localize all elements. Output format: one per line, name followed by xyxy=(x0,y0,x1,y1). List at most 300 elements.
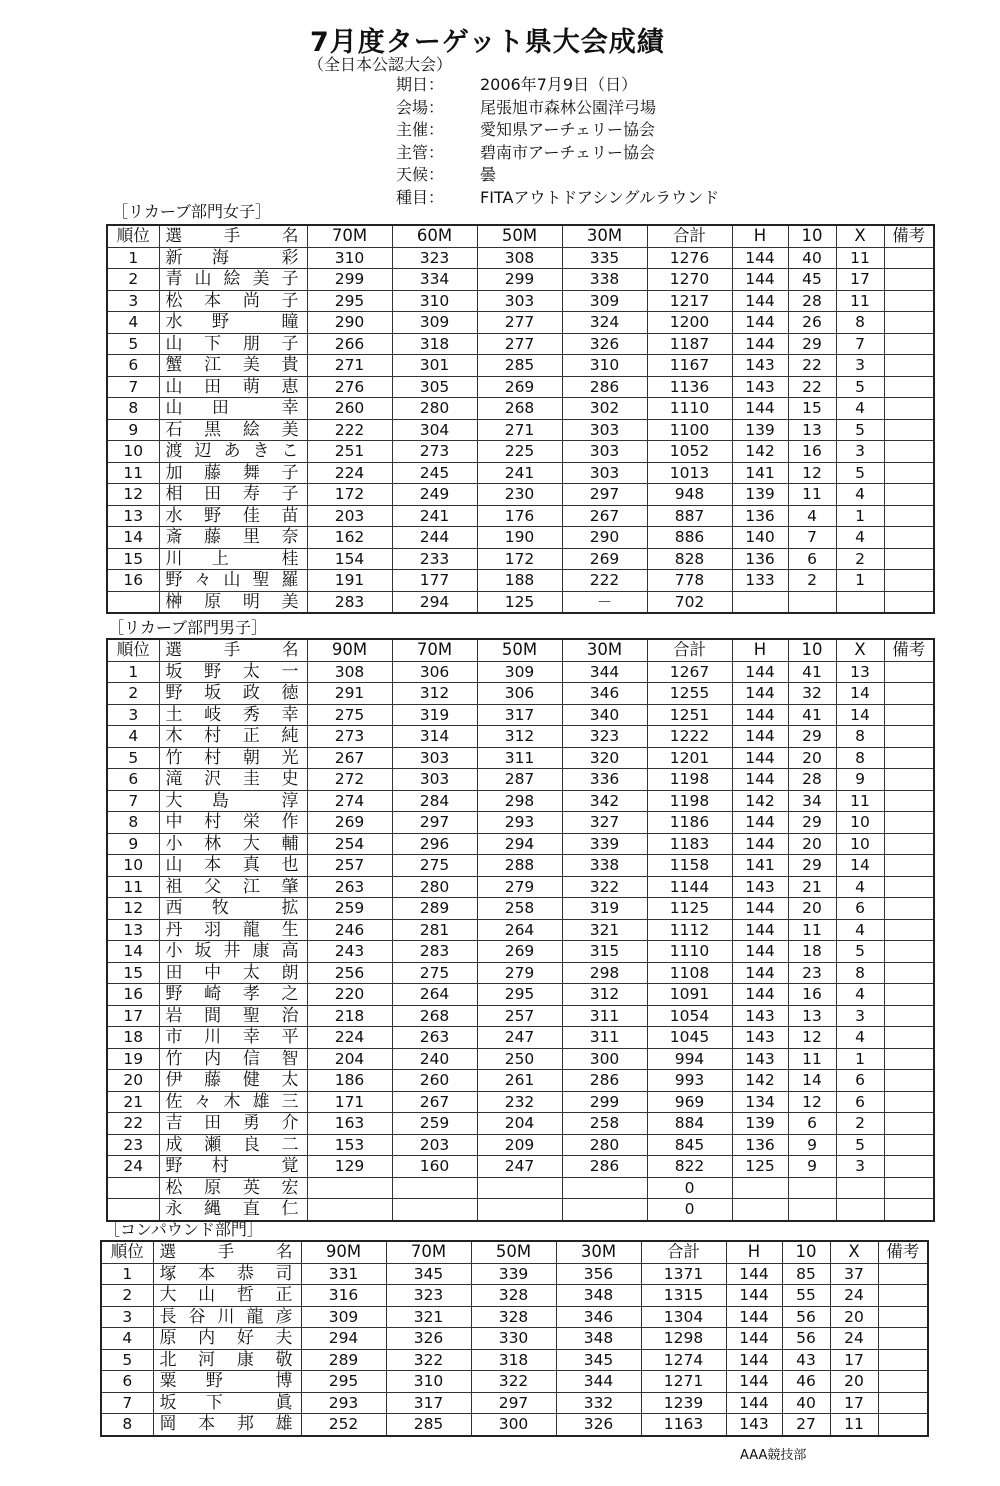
cell-hits: 144 xyxy=(732,919,788,941)
cell-hits xyxy=(732,591,788,613)
cell-name: 永縄直仁 xyxy=(159,1199,307,1221)
cell-xs xyxy=(836,591,884,613)
cell-dist3: 268 xyxy=(477,398,562,420)
cell-dist1: 274 xyxy=(307,790,392,812)
cell-dist2: 280 xyxy=(392,398,477,420)
cell-dist1: 154 xyxy=(307,548,392,570)
cell-tens: 13 xyxy=(788,1005,836,1027)
cell-remarks xyxy=(878,1306,928,1328)
cell-rank: 5 xyxy=(107,333,159,355)
cell-hits: 143 xyxy=(732,876,788,898)
cell-dist1: 293 xyxy=(301,1392,386,1414)
cell-hits: 144 xyxy=(732,984,788,1006)
cell-dist4: 309 xyxy=(562,290,647,312)
cell-tens: 28 xyxy=(788,769,836,791)
cell-rank: 1 xyxy=(107,661,159,683)
cell-dist1: 299 xyxy=(307,269,392,291)
table-row xyxy=(107,1134,934,1156)
info-value: 2006年7月9日（日） xyxy=(480,75,638,94)
table-row xyxy=(107,505,934,527)
cell-dist4: 345 xyxy=(556,1349,641,1371)
cell-total: 1112 xyxy=(647,919,732,941)
cell-hits: 144 xyxy=(732,704,788,726)
cell-dist3: 125 xyxy=(477,591,562,613)
cell-dist1: 191 xyxy=(307,570,392,592)
cell-rank: 10 xyxy=(107,441,159,463)
header-dist3: 50M xyxy=(471,1241,556,1263)
table-row xyxy=(107,484,934,506)
cell-dist4: 327 xyxy=(562,812,647,834)
cell-dist1 xyxy=(307,1199,392,1221)
table-row xyxy=(107,398,934,420)
cell-dist3: 247 xyxy=(477,1156,562,1178)
cell-dist3 xyxy=(477,1199,562,1221)
table-row xyxy=(107,1070,934,1092)
cell-xs: 2 xyxy=(836,1113,884,1135)
cell-total: 822 xyxy=(647,1156,732,1178)
cell-remarks xyxy=(878,1328,928,1350)
cell-xs: 5 xyxy=(836,376,884,398)
cell-tens: 28 xyxy=(788,290,836,312)
cell-dist3: 232 xyxy=(477,1091,562,1113)
cell-total: 1110 xyxy=(647,398,732,420)
table-row xyxy=(107,312,934,334)
cell-dist2: 241 xyxy=(392,505,477,527)
cell-remarks xyxy=(884,790,934,812)
cell-total: 828 xyxy=(647,548,732,570)
cell-rank: 7 xyxy=(107,790,159,812)
cell-tens: 9 xyxy=(788,1134,836,1156)
cell-xs: 13 xyxy=(836,661,884,683)
table-row xyxy=(101,1371,928,1393)
cell-dist3: 188 xyxy=(477,570,562,592)
cell-dist2: 345 xyxy=(386,1263,471,1285)
cell-dist1: 153 xyxy=(307,1134,392,1156)
info-label: 主催： xyxy=(396,120,445,139)
info-row-weather xyxy=(396,164,719,187)
cell-dist2: 245 xyxy=(392,462,477,484)
cell-dist3: 261 xyxy=(477,1070,562,1092)
info-label: 種目： xyxy=(396,187,445,207)
cell-total: 1371 xyxy=(641,1263,726,1285)
cell-dist4: 302 xyxy=(562,398,647,420)
cell-xs: 8 xyxy=(836,726,884,748)
cell-total: 1274 xyxy=(641,1349,726,1371)
cell-remarks xyxy=(884,726,934,748)
cell-dist4: 286 xyxy=(562,1156,647,1178)
cell-dist4: 297 xyxy=(562,484,647,506)
cell-name: 渡辺あきこ xyxy=(159,441,307,463)
cell-name: 吉田勇介 xyxy=(159,1113,307,1135)
cell-dist3: 176 xyxy=(477,505,562,527)
header-dist3: 50M xyxy=(477,639,562,661)
cell-name: 青山絵美子 xyxy=(159,269,307,291)
cell-remarks xyxy=(884,398,934,420)
header-tens: 10 xyxy=(788,639,836,661)
cell-name: 松原英宏 xyxy=(159,1177,307,1199)
info-value: 尾張旭市森林公園洋弓場 xyxy=(480,97,657,117)
cell-name: 水 野 瞳 xyxy=(159,312,307,334)
cell-dist4: 342 xyxy=(562,790,647,812)
cell-dist3: 300 xyxy=(471,1414,556,1436)
cell-rank: 4 xyxy=(101,1328,153,1350)
cell-dist3: 318 xyxy=(471,1349,556,1371)
cell-rank: 14 xyxy=(107,941,159,963)
cell-dist2: 294 xyxy=(392,591,477,613)
cell-xs: 4 xyxy=(836,398,884,420)
cell-rank: 23 xyxy=(107,1134,159,1156)
cell-dist4: 344 xyxy=(562,661,647,683)
cell-name: 滝沢圭史 xyxy=(159,769,307,791)
cell-dist4: 356 xyxy=(556,1263,641,1285)
cell-dist3: 294 xyxy=(477,833,562,855)
cell-name: 加藤舞子 xyxy=(159,462,307,484)
cell-xs: 24 xyxy=(830,1328,878,1350)
cell-xs: 6 xyxy=(836,898,884,920)
cell-dist4: 315 xyxy=(562,941,647,963)
cell-dist3: 271 xyxy=(477,419,562,441)
cell-dist4: 298 xyxy=(562,962,647,984)
table-row xyxy=(107,683,934,705)
cell-total: 1198 xyxy=(647,769,732,791)
header-name: 選 手 名 xyxy=(159,639,307,661)
cell-dist2: 160 xyxy=(392,1156,477,1178)
table-row xyxy=(107,441,934,463)
cell-hits: 144 xyxy=(732,898,788,920)
cell-tens: 11 xyxy=(788,919,836,941)
cell-dist3: 250 xyxy=(477,1048,562,1070)
cell-name: 丹羽龍生 xyxy=(159,919,307,941)
cell-name: 長谷川龍彦 xyxy=(153,1306,301,1328)
table-row xyxy=(107,661,934,683)
cell-name: 北河康敬 xyxy=(153,1349,301,1371)
cell-name: 野崎孝之 xyxy=(159,984,307,1006)
cell-dist1: 259 xyxy=(307,898,392,920)
cell-dist3: 172 xyxy=(477,548,562,570)
cell-hits: 144 xyxy=(732,833,788,855)
cell-dist4: 319 xyxy=(562,898,647,920)
cell-dist4: 286 xyxy=(562,1070,647,1092)
cell-dist3: 279 xyxy=(477,962,562,984)
cell-rank: 2 xyxy=(107,683,159,705)
cell-total: 1304 xyxy=(641,1306,726,1328)
cell-tens: 26 xyxy=(788,312,836,334)
cell-rank: 4 xyxy=(107,312,159,334)
cell-dist4: 338 xyxy=(562,855,647,877)
cell-hits: 136 xyxy=(732,1134,788,1156)
cell-dist4: 344 xyxy=(556,1371,641,1393)
cell-name: 斎藤里奈 xyxy=(159,527,307,549)
table-row xyxy=(107,1156,934,1178)
table-row xyxy=(107,833,934,855)
cell-dist1: 218 xyxy=(307,1005,392,1027)
cell-hits: 144 xyxy=(732,247,788,269)
cell-dist1: 222 xyxy=(307,419,392,441)
cell-rank xyxy=(107,1199,159,1221)
info-row-date xyxy=(396,74,719,97)
section-title-compound: ［コンパウンド部門］ xyxy=(104,1220,263,1239)
cell-xs: 6 xyxy=(836,1091,884,1113)
cell-rank: 16 xyxy=(107,570,159,592)
cell-dist2: 280 xyxy=(392,876,477,898)
cell-dist4: － xyxy=(562,591,647,613)
cell-remarks xyxy=(884,1005,934,1027)
cell-dist2: 303 xyxy=(392,769,477,791)
cell-hits: 144 xyxy=(732,747,788,769)
cell-remarks xyxy=(884,833,934,855)
cell-dist4 xyxy=(562,1199,647,1221)
cell-dist1: 251 xyxy=(307,441,392,463)
cell-dist2: 297 xyxy=(392,812,477,834)
header-total: 合計 xyxy=(647,639,732,661)
cell-name: 山下朋子 xyxy=(159,333,307,355)
cell-xs: 11 xyxy=(836,247,884,269)
cell-hits: 141 xyxy=(732,855,788,877)
cell-dist1: 171 xyxy=(307,1091,392,1113)
cell-rank: 3 xyxy=(107,290,159,312)
cell-dist1: 271 xyxy=(307,355,392,377)
cell-dist3: 306 xyxy=(477,683,562,705)
cell-dist4: 311 xyxy=(562,1005,647,1027)
cell-tens: 2 xyxy=(788,570,836,592)
cell-tens: 40 xyxy=(782,1392,830,1414)
cell-dist3: 258 xyxy=(477,898,562,920)
cell-remarks xyxy=(884,1048,934,1070)
cell-dist2: 267 xyxy=(392,1091,477,1113)
header-dist1: 90M xyxy=(301,1241,386,1263)
cell-total: 1144 xyxy=(647,876,732,898)
cell-dist3: 317 xyxy=(477,704,562,726)
header-dist4: 30M xyxy=(556,1241,641,1263)
table-row xyxy=(107,290,934,312)
header-dist2: 70M xyxy=(392,639,477,661)
cell-dist4: 280 xyxy=(562,1134,647,1156)
cell-tens: 56 xyxy=(782,1328,830,1350)
results-table-recurve-women xyxy=(106,224,935,614)
cell-dist4: 339 xyxy=(562,833,647,855)
cell-xs: 14 xyxy=(836,704,884,726)
table-row xyxy=(107,1027,934,1049)
cell-hits: 139 xyxy=(732,1113,788,1135)
cell-xs: 11 xyxy=(836,290,884,312)
cell-rank: 16 xyxy=(107,984,159,1006)
header-dist4: 30M xyxy=(562,225,647,247)
cell-total: 887 xyxy=(647,505,732,527)
cell-dist1: 309 xyxy=(301,1306,386,1328)
table-header-row xyxy=(107,225,934,247)
cell-dist1: 186 xyxy=(307,1070,392,1092)
cell-tens: 45 xyxy=(788,269,836,291)
cell-dist3: 308 xyxy=(477,247,562,269)
cell-rank: 5 xyxy=(101,1349,153,1371)
cell-name: 成瀬良二 xyxy=(159,1134,307,1156)
table-row xyxy=(107,247,934,269)
cell-rank: 10 xyxy=(107,855,159,877)
cell-total: 1110 xyxy=(647,941,732,963)
cell-dist2: 301 xyxy=(392,355,477,377)
cell-dist4: 310 xyxy=(562,355,647,377)
cell-rank: 15 xyxy=(107,548,159,570)
cell-dist2: 284 xyxy=(392,790,477,812)
cell-total: 1045 xyxy=(647,1027,732,1049)
info-row-organizer xyxy=(396,119,719,142)
cell-dist4: 321 xyxy=(562,919,647,941)
info-value: 碧南市アーチェリー協会 xyxy=(480,142,656,162)
table-row xyxy=(107,591,934,613)
table-row xyxy=(107,462,934,484)
cell-rank: 3 xyxy=(107,704,159,726)
table-row xyxy=(101,1328,928,1350)
cell-name: 竹内信智 xyxy=(159,1048,307,1070)
cell-dist1: 163 xyxy=(307,1113,392,1135)
cell-dist2: 310 xyxy=(386,1371,471,1393)
cell-rank: 2 xyxy=(101,1285,153,1307)
table-row xyxy=(107,812,934,834)
table-row xyxy=(101,1349,928,1371)
cell-remarks xyxy=(884,591,934,613)
cell-tens: 6 xyxy=(788,1113,836,1135)
cell-dist3: 293 xyxy=(477,812,562,834)
cell-xs: 14 xyxy=(836,855,884,877)
cell-dist2: 244 xyxy=(392,527,477,549)
cell-xs: 4 xyxy=(836,876,884,898)
cell-dist4: 258 xyxy=(562,1113,647,1135)
cell-dist1: 224 xyxy=(307,1027,392,1049)
cell-name: 山 田 幸 xyxy=(159,398,307,420)
header-dist4: 30M xyxy=(562,639,647,661)
cell-dist1: 203 xyxy=(307,505,392,527)
header-dist2: 70M xyxy=(386,1241,471,1263)
cell-name: 塚本恭司 xyxy=(153,1263,301,1285)
cell-xs: 17 xyxy=(836,269,884,291)
header-hits: H xyxy=(726,1241,782,1263)
header-hits: H xyxy=(732,639,788,661)
cell-rank: 21 xyxy=(107,1091,159,1113)
cell-name: 木村正純 xyxy=(159,726,307,748)
cell-xs: 7 xyxy=(836,333,884,355)
cell-dist1: 204 xyxy=(307,1048,392,1070)
cell-dist2: 334 xyxy=(392,269,477,291)
cell-name: 相田寿子 xyxy=(159,484,307,506)
cell-total: 1271 xyxy=(641,1371,726,1393)
cell-xs: 24 xyxy=(830,1285,878,1307)
cell-hits: 144 xyxy=(732,290,788,312)
cell-remarks xyxy=(884,1091,934,1113)
cell-hits xyxy=(732,1177,788,1199)
cell-total: 886 xyxy=(647,527,732,549)
cell-total: 1255 xyxy=(647,683,732,705)
cell-dist2: 233 xyxy=(392,548,477,570)
cell-dist4: 299 xyxy=(562,1091,647,1113)
cell-xs: 10 xyxy=(836,833,884,855)
cell-dist4: 267 xyxy=(562,505,647,527)
cell-name: 原内好夫 xyxy=(153,1328,301,1350)
cell-xs: 3 xyxy=(836,1156,884,1178)
cell-dist1: 290 xyxy=(307,312,392,334)
cell-tens: 29 xyxy=(788,812,836,834)
cell-tens xyxy=(788,1177,836,1199)
cell-rank: 13 xyxy=(107,505,159,527)
cell-rank: 13 xyxy=(107,919,159,941)
cell-rank: 4 xyxy=(107,726,159,748)
cell-name: 水野佳苗 xyxy=(159,505,307,527)
info-row-manager xyxy=(396,142,719,165)
cell-remarks xyxy=(884,898,934,920)
cell-dist3: 328 xyxy=(471,1285,556,1307)
cell-hits: 133 xyxy=(732,570,788,592)
cell-dist4: 303 xyxy=(562,462,647,484)
cell-dist2: 306 xyxy=(392,661,477,683)
cell-tens: 20 xyxy=(788,898,836,920)
table-row xyxy=(107,726,934,748)
cell-rank: 9 xyxy=(107,833,159,855)
cell-dist2: 259 xyxy=(392,1113,477,1135)
cell-tens: 29 xyxy=(788,726,836,748)
cell-remarks xyxy=(884,661,934,683)
cell-dist2: 177 xyxy=(392,570,477,592)
cell-dist4: 338 xyxy=(562,269,647,291)
cell-xs: 5 xyxy=(836,1134,884,1156)
cell-total: 1091 xyxy=(647,984,732,1006)
cell-total: 993 xyxy=(647,1070,732,1092)
cell-total: 1108 xyxy=(647,962,732,984)
cell-remarks xyxy=(884,333,934,355)
cell-total: 1298 xyxy=(641,1328,726,1350)
cell-dist1: 162 xyxy=(307,527,392,549)
cell-hits: 142 xyxy=(732,1070,788,1092)
cell-tens: 23 xyxy=(788,962,836,984)
cell-total: 1239 xyxy=(641,1392,726,1414)
cell-rank: 11 xyxy=(107,462,159,484)
cell-dist3: 322 xyxy=(471,1371,556,1393)
cell-tens: 16 xyxy=(788,441,836,463)
cell-hits: 139 xyxy=(732,484,788,506)
cell-total: 1315 xyxy=(641,1285,726,1307)
cell-tens: 12 xyxy=(788,1091,836,1113)
cell-total: 1251 xyxy=(647,704,732,726)
footer-credit: AAA競技部 xyxy=(740,1448,807,1463)
cell-name: 小坂井康高 xyxy=(159,941,307,963)
cell-name: 市川幸平 xyxy=(159,1027,307,1049)
cell-xs: 20 xyxy=(830,1306,878,1328)
cell-xs: 2 xyxy=(836,548,884,570)
cell-remarks xyxy=(884,1134,934,1156)
cell-xs: 4 xyxy=(836,1027,884,1049)
cell-dist2: 310 xyxy=(392,290,477,312)
cell-remarks xyxy=(884,855,934,877)
table-row xyxy=(107,704,934,726)
table-row xyxy=(107,876,934,898)
cell-dist4: 335 xyxy=(562,247,647,269)
cell-hits: 143 xyxy=(732,1048,788,1070)
cell-tens: 34 xyxy=(788,790,836,812)
cell-dist2: 296 xyxy=(392,833,477,855)
header-tens: 10 xyxy=(788,225,836,247)
cell-xs: 17 xyxy=(830,1392,878,1414)
cell-xs xyxy=(836,1177,884,1199)
cell-dist4: 346 xyxy=(562,683,647,705)
cell-dist3: 269 xyxy=(477,941,562,963)
table-row xyxy=(107,919,934,941)
header-name: 選 手 名 xyxy=(159,225,307,247)
cell-total: 1201 xyxy=(647,747,732,769)
table-row xyxy=(107,548,934,570)
cell-name: 野 村 覚 xyxy=(159,1156,307,1178)
cell-name: 坂野太一 xyxy=(159,661,307,683)
cell-dist1: 263 xyxy=(307,876,392,898)
cell-tens: 12 xyxy=(788,1027,836,1049)
cell-hits: 134 xyxy=(732,1091,788,1113)
